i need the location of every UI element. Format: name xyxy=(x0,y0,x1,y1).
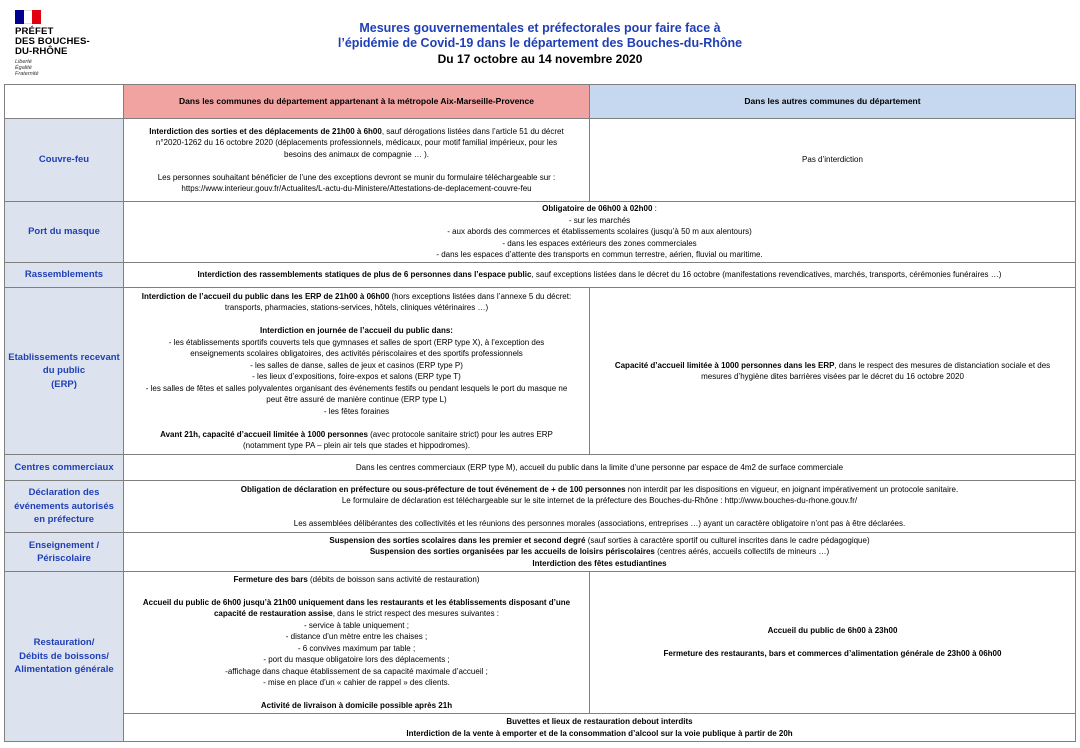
erp-label-2: du public xyxy=(42,365,86,377)
erp-text-3: (avec protocole sanitaire strict) pour les autres ERP xyxy=(367,429,553,439)
restauration-line-6: - mise en place d’un « cahier de rappel » des clients. xyxy=(263,678,450,687)
logo-line-2: DES BOUCHES- xyxy=(15,36,90,47)
erp-line-6: peut être assuré de manière continue (ERP type L) xyxy=(266,395,447,404)
couvre-feu-bold: Interdiction des sorties et des déplacements de 21h00 à 6h00 xyxy=(149,126,382,136)
declaration-text-2: Le formulaire de déclaration est téléchargeable sur le site internet de la préfecture des Bouches-du-Rhône : xyxy=(341,496,725,505)
table-row-couvre-feu xyxy=(5,119,1076,202)
erp-other-cell xyxy=(590,288,1076,455)
table-row-restauration xyxy=(5,572,1076,714)
column-header-other-communes: Dans les autres communes du département xyxy=(590,85,1076,119)
declaration-cell xyxy=(124,481,1076,533)
row-label-declaration xyxy=(5,481,124,533)
erp-other-bold: Capacité d’accueil limitée à 1000 personnes dans les ERP xyxy=(614,360,835,370)
row-label-erp xyxy=(5,288,124,455)
restauration-label-3: Alimentation générale xyxy=(14,664,114,676)
restauration-metropole-cell xyxy=(124,572,590,714)
masque-cell xyxy=(124,202,1076,263)
table-row-masque xyxy=(5,202,1076,263)
restauration-other-bold-2: Fermeture des restaurants, bars et commerces d’alimentation générale de 23h00 à 06h00 xyxy=(663,649,1002,659)
restauration-bold-4: Activité de livraison à domicile possible après 21h xyxy=(260,701,453,710)
restauration-bottom-cell xyxy=(124,714,1076,742)
measures-table xyxy=(4,84,1076,742)
couvre-feu-metropole-cell xyxy=(124,119,590,202)
erp-other-text-2: mesures d’hygiène dites barrières visées par le décret du 16 octobre 2020 xyxy=(701,372,964,381)
attestation-link[interactable]: https://www.interieur.gouv.fr/Actualites/L-actu-du-Ministere/Attestations-de-deplacement-couvre-feu xyxy=(181,184,532,193)
restauration-line-1: - service à table uniquement ; xyxy=(304,620,409,630)
header-corner-cell xyxy=(5,85,124,119)
erp-other-text-1: , dans le respect des mesures de distanciation sociale et des xyxy=(834,360,1051,370)
erp-line-5: - les salles de fêtes et salles polyvalentes organisant des événements festifs ou pendant lesquels le port du masque ne xyxy=(145,383,568,393)
row-label-rassemblements: Rassemblements xyxy=(5,263,124,288)
column-header-metropole: Dans les communes du département appartenant à la métropole Aix-Marseille-Provence xyxy=(124,85,590,119)
french-flag-icon xyxy=(15,10,41,24)
masque-line-3: - dans les espaces extérieurs des zones commerciales xyxy=(502,238,697,248)
erp-label-3: (ERP) xyxy=(51,378,77,390)
restauration-bold-3: capacité de restauration assise xyxy=(213,609,333,618)
declaration-label-1: Déclaration des xyxy=(28,487,100,499)
erp-line-2: enseignements scolaires obligatoires, des activités périscolaires et des sportifs professionnels xyxy=(190,349,523,358)
couvre-feu-text-4: Les personnes souhaitant bénéficier de l’une des exceptions devront se munir du formulaire téléchargeable sur : xyxy=(157,172,556,182)
restauration-text-1: (débits de boisson sans activité de restauration) xyxy=(307,574,480,584)
masque-bold: Obligatoire de 06h00 à 02h00 xyxy=(542,204,653,214)
erp-line-4: - les lieux d’expositions, foire-expos et salons (ERP type T) xyxy=(252,372,461,381)
enseignement-cell xyxy=(124,533,1076,572)
masque-line-2: - aux abords des commerces et établissements scolaires (jusqu’à 50 m aux alentours) xyxy=(447,227,752,237)
title-line-1: Mesures gouvernementales et préfectorales pour faire face à xyxy=(359,21,721,35)
enseignement-label-1: Enseignement / xyxy=(28,539,100,551)
table-row-centres xyxy=(5,455,1076,481)
row-label-enseignement xyxy=(5,533,124,572)
erp-text-1: (hors exceptions listées dans l’annexe 5 du décret: xyxy=(389,291,572,301)
erp-text-4: (notamment type PA – plein air tels que stades et hippodromes). xyxy=(242,441,471,450)
erp-text-2: transports, pharmacies, stations-services, hôtels, cliniques vétérinaires …) xyxy=(224,303,489,312)
enseignement-label-2: Périscolaire xyxy=(37,553,91,564)
restauration-other-bold-1: Accueil du public de 6h00 à 23h00 xyxy=(767,626,898,636)
enseignement-bold-1: Suspension des sorties scolaires dans les premier et second degré xyxy=(329,535,586,545)
masque-line-1: - sur les marchés xyxy=(568,215,631,225)
prefecture-link[interactable]: http://www.bouches-du-rhone.gouv.fr/ xyxy=(724,496,858,505)
erp-label-1: Etablissements recevant xyxy=(8,351,120,363)
declaration-label-3: en préfecture xyxy=(33,514,95,526)
restauration-line-3: - 6 convives maximum par table ; xyxy=(297,643,416,653)
enseignement-bold-3: Interdiction des fêtes estudiantines xyxy=(532,558,667,568)
couvre-feu-other-cell: Pas d’interdiction xyxy=(590,119,1076,202)
enseignement-bold-2: Suspension des sorties organisées par les accueils de loisirs périscolaires xyxy=(369,547,655,557)
restauration-bold-2: Accueil du public de 6h00 jusqu’à 21h00 uniquement dans les restaurants et les établissements disposant d’une xyxy=(142,597,571,607)
table-row-enseignement xyxy=(5,533,1076,572)
masque-colon: : xyxy=(652,204,657,214)
table-row-rassemblements xyxy=(5,263,1076,288)
restauration-line-5: -affichage dans chaque établissement de sa capacité maximale d’accueil ; xyxy=(225,666,488,676)
declaration-text-3: Les assemblées délibérantes des collectivités et les réunions des personnes morales (associations, entreprises …) ayant un caractère obligatoire n’ont pas à être déclarées. xyxy=(293,519,906,528)
logo-line-1: PRÉFET xyxy=(15,26,54,37)
table-header-row xyxy=(5,85,1076,119)
erp-line-3: - les salles de danse, salles de jeux et casinos (ERP type P) xyxy=(250,360,463,370)
row-label-centres: Centres commerciaux xyxy=(5,455,124,481)
logo-motto xyxy=(15,59,112,77)
prefecture-logo xyxy=(12,10,112,80)
rassemblements-bold: Interdiction des rassemblements statiques de plus de 6 personnes dans l’espace public xyxy=(197,270,532,280)
enseignement-text-1: (sauf sorties à caractère sportif ou culturel inscrites dans le cadre pédagogique) xyxy=(585,535,870,545)
row-label-restauration xyxy=(5,572,124,742)
date-range: Du 17 octobre au 14 novembre 2020 xyxy=(437,52,643,66)
restauration-line-2: - distance d’un mètre entre les chaises ; xyxy=(285,632,428,641)
restauration-line-4: - port du masque obligatoire lors des déplacements ; xyxy=(263,655,450,664)
logo-text xyxy=(15,27,112,57)
declaration-bold: Obligation de déclaration en préfecture ou sous-préfecture de tout événement de + de 100 personnes xyxy=(240,484,626,494)
restauration-label-1: Restauration/ xyxy=(33,637,95,649)
title-line-2: l’épidémie de Covid-19 dans le département des Bouches-du-Rhône xyxy=(337,36,743,50)
declaration-text-1: non interdit par les dispositions en vigueur, en joignant impérativement un protocole sanitaire. xyxy=(625,484,959,494)
logo-line-3: DU-RHÔNE xyxy=(15,46,68,57)
erp-bold-2: Interdiction en journée de l’accueil du public dans: xyxy=(260,326,453,335)
erp-line-7: - les fêtes foraines xyxy=(323,406,390,416)
masque-line-4: - dans les espaces d’attente des transports en commun terrestre, aérien, fluvial ou maritime. xyxy=(436,250,763,260)
restauration-bottom-bold-2: Interdiction de la vente à emporter et de la consommation d’alcool sur la voie publique à partir de 20h xyxy=(406,728,793,738)
erp-line-1: - les établissements sportifs couverts tels que gymnases et salles de sport (ERP type X), à l’exception des xyxy=(168,337,545,347)
erp-bold-3: Avant 21h, capacité d’accueil limitée à 1000 personnes xyxy=(160,429,368,439)
motto-liberte: Liberté xyxy=(15,59,32,65)
table-row-restauration-bottom xyxy=(5,714,1076,742)
couvre-feu-text-2: n°2020-1262 du 16 octobre 2020 (déplacements professionnels, médicaux, pour motif familial impérieux, pour les xyxy=(155,138,558,147)
row-label-couvre-feu: Couvre-feu xyxy=(5,119,124,202)
couvre-feu-text-1: , sauf dérogations listées dans l’article 51 du décret xyxy=(381,126,564,136)
restauration-label-2: Débits de boissons/ xyxy=(19,650,109,662)
motto-fraternite: Fraternité xyxy=(15,71,39,77)
declaration-label-2: événements autorisés xyxy=(14,500,114,512)
restauration-bottom-bold-1: Buvettes et lieux de restauration debout interdits xyxy=(506,717,693,726)
rassemblements-text: , sauf exceptions listées dans le décret du 16 octobre (manifestations revendicatives, marchés, transports, cérémonies funéraires …) xyxy=(531,270,1002,280)
rassemblements-cell xyxy=(124,263,1076,288)
table-row-erp xyxy=(5,288,1076,455)
document-header xyxy=(200,21,880,67)
motto-egalite: Égalité xyxy=(15,65,32,71)
erp-bold-1: Interdiction de l’accueil du public dans les ERP de 21h00 à 06h00 xyxy=(141,291,390,301)
enseignement-text-2: (centres aérés, accueils collectifs de mineurs …) xyxy=(654,547,830,557)
restauration-text-2: , dans le strict respect des mesures suivantes : xyxy=(332,609,500,618)
couvre-feu-text-3: besoins des animaux de compagnie … ). xyxy=(284,149,429,159)
table-row-declaration xyxy=(5,481,1076,533)
restauration-bold-1: Fermeture des bars xyxy=(233,574,308,584)
centres-cell: Dans les centres commerciaux (ERP type M), accueil du public dans la limite d’une personne par espace de 4m2 de surface commerciale xyxy=(124,455,1076,481)
restauration-other-cell xyxy=(590,572,1076,714)
erp-metropole-cell xyxy=(124,288,590,455)
row-label-masque: Port du masque xyxy=(5,202,124,263)
